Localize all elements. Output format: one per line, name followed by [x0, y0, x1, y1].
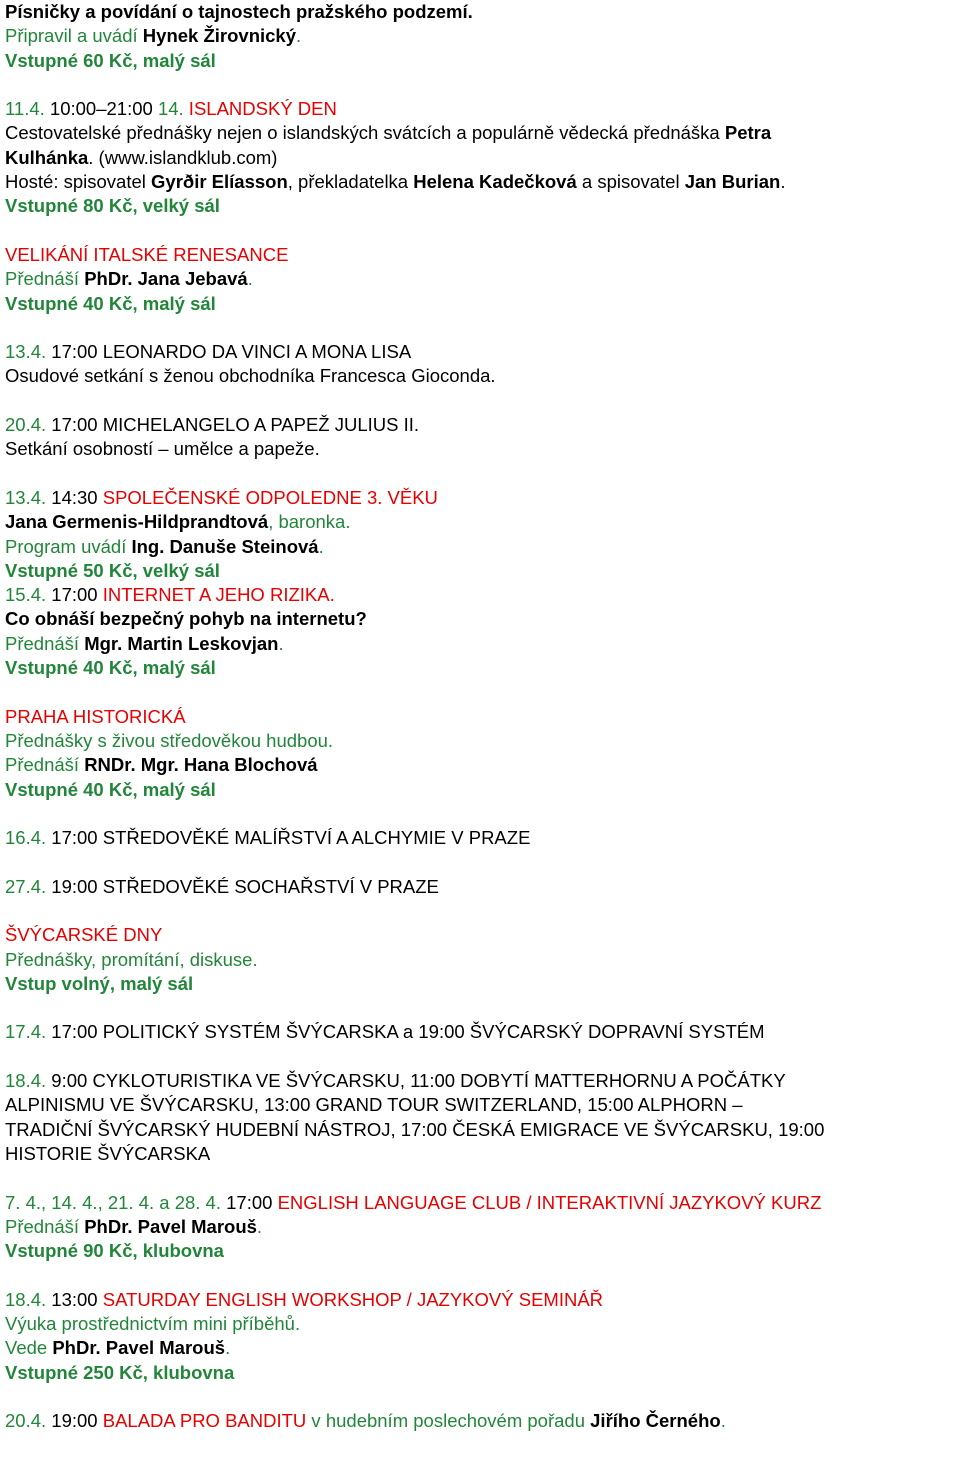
text-line	[5, 1093, 960, 1117]
text-segment: . (www.islandklub.com)	[88, 146, 278, 168]
text-segment: TRADIČNÍ ŠVÝCARSKÝ HUDEBNÍ NÁSTROJ, 17:00 ČESKÁ EMIGRACE VE ŠVÝCARSKU, 19:00	[5, 1118, 825, 1140]
text-segment: 19:00	[46, 1410, 103, 1432]
text-segment: Cestovatelské přednášky nejen o islandských svátcích a populárně vědecká přednáška	[5, 122, 725, 144]
blank-line	[5, 996, 960, 1020]
blank-line	[5, 73, 960, 97]
text-line	[5, 583, 960, 607]
text-line	[5, 340, 960, 364]
text-segment: 20.4.	[5, 414, 47, 436]
blank-line	[5, 850, 960, 874]
blank-line	[5, 1045, 960, 1069]
text-segment: Kulhánka	[5, 146, 89, 168]
text-segment: ISLANDSKÝ DEN	[183, 98, 337, 120]
text-segment: Vstupné 40 Kč, malý sál	[5, 778, 216, 800]
text-line	[5, 267, 960, 291]
text-segment: .	[278, 632, 284, 654]
text-segment: PhDr. Jana Jebavá	[84, 268, 248, 290]
text-segment: Přednášky, promítání, diskuse.	[5, 948, 258, 970]
text-segment: Vstupné 40 Kč, malý sál	[5, 292, 216, 314]
text-line	[5, 607, 960, 631]
text-segment: Vstupné 250 Kč, klubovna	[5, 1361, 235, 1383]
text-segment: 17.4.	[5, 1021, 47, 1043]
blank-line	[5, 316, 960, 340]
blank-line	[5, 462, 960, 486]
blank-line	[5, 389, 960, 413]
text-segment: Mgr. Martin Leskovjan	[84, 632, 279, 654]
text-line	[5, 49, 960, 73]
text-segment: 9:00 CYKLOTURISTIKA VE ŠVÝCARSKU, 11:00 DOBYTÍ MATTERHORNU A POČÁTKY	[46, 1070, 786, 1092]
text-line	[5, 778, 960, 802]
text-line	[5, 1409, 960, 1433]
text-line	[5, 923, 960, 947]
text-line	[5, 753, 960, 777]
text-segment: Hynek Žirovnický	[142, 25, 296, 47]
text-segment: ALPINISMU VE ŠVÝCARSKU, 13:00 GRAND TOUR SWITZERLAND, 15:00 ALPHORN –	[5, 1094, 743, 1116]
text-segment: 17:00 STŘEDOVĚKÉ MALÍŘSTVÍ A ALCHYMIE V PRAZE	[46, 827, 531, 849]
text-segment: .	[256, 1215, 263, 1237]
text-segment: RNDr. Mgr. Hana Blochová	[84, 754, 318, 776]
text-segment: 16.4.	[5, 827, 47, 849]
text-segment: Připravil a uvádí	[5, 25, 143, 47]
text-line	[5, 437, 960, 461]
text-line	[5, 656, 960, 680]
text-line	[5, 170, 960, 194]
text-segment: ENGLISH LANGUAGE CLUB / INTERAKTIVNÍ JAZYKOVÝ KURZ	[277, 1191, 822, 1213]
text-segment: Osudové setkání s ženou obchodníka Francesca Gioconda.	[5, 365, 496, 387]
text-segment: 13.4.	[5, 486, 47, 508]
text-segment: ŠVÝCARSKÉ DNY	[5, 924, 163, 946]
text-line	[5, 705, 960, 729]
text-segment: Přednášky s živou středověkou hudbou.	[5, 729, 334, 751]
text-line	[5, 194, 960, 218]
blank-line	[5, 802, 960, 826]
text-line	[5, 826, 960, 850]
text-line	[5, 1361, 960, 1385]
text-line	[5, 510, 960, 534]
text-segment: Vstupné 80 Kč, velký sál	[5, 195, 220, 217]
text-segment: Vstupné 90 Kč, klubovna	[5, 1240, 224, 1262]
blank-line	[5, 219, 960, 243]
text-segment: PhDr. Pavel Marouš	[52, 1337, 226, 1359]
text-segment: .	[225, 1337, 231, 1359]
text-segment: Program uvádí	[5, 535, 132, 557]
text-segment: Setkání osobností – umělce a papeže.	[5, 438, 320, 460]
text-line	[5, 292, 960, 316]
text-segment: 17:00	[220, 1191, 278, 1213]
text-segment: 14.	[157, 98, 184, 120]
text-segment: Vstupné 40 Kč, malý sál	[5, 657, 216, 679]
text-segment: SATURDAY ENGLISH WORKSHOP / JAZYKOVÝ SEMINÁŘ	[102, 1288, 604, 1310]
text-segment: Hosté: spisovatel	[5, 171, 152, 193]
text-segment: 17:00 LEONARDO DA VINCI A MONA LISA	[46, 341, 412, 363]
text-line	[5, 243, 960, 267]
text-segment: .	[780, 171, 786, 193]
text-segment: 14:30	[46, 486, 103, 508]
blank-line	[5, 1385, 960, 1409]
text-segment: 18.4.	[5, 1070, 47, 1092]
text-line	[5, 413, 960, 437]
text-segment: Vstup volný, malý sál	[5, 972, 194, 994]
text-segment: Gyrðir Elíasson	[151, 171, 288, 193]
text-segment: Ing. Danuše Steinová	[131, 535, 319, 557]
text-line	[5, 632, 960, 656]
blank-line	[5, 1166, 960, 1190]
text-segment: v hudebním poslechovém pořadu	[306, 1410, 591, 1432]
text-segment: 27.4.	[5, 875, 47, 897]
text-line	[5, 1191, 960, 1215]
text-segment: Co obnáší bezpečný pohyb na internetu?	[5, 608, 367, 630]
text-segment: , překladatelka	[287, 171, 414, 193]
text-segment: .	[720, 1410, 726, 1432]
text-line	[5, 875, 960, 899]
blank-line	[5, 899, 960, 923]
text-line	[5, 1069, 960, 1093]
text-segment: SPOLEČENSKÉ ODPOLEDNE 3. VĚKU	[102, 486, 438, 508]
text-line	[5, 0, 960, 24]
text-segment: Písničky a povídání o tajnostech pražského podzemí.	[5, 1, 473, 22]
text-segment: Přednáší	[5, 1215, 85, 1237]
text-line	[5, 24, 960, 48]
text-line	[5, 972, 960, 996]
text-line	[5, 97, 960, 121]
text-segment: 13.4.	[5, 341, 47, 363]
text-segment: 11.4.	[5, 98, 45, 120]
text-segment: .	[318, 535, 324, 557]
text-segment: 15.4.	[5, 584, 47, 606]
text-line	[5, 535, 960, 559]
text-segment: Vstupné 60 Kč, malý sál	[5, 49, 216, 71]
text-segment: PhDr. Pavel Marouš	[84, 1215, 257, 1237]
text-segment: 13:00	[46, 1288, 103, 1310]
text-segment: 18.4.	[5, 1288, 47, 1310]
text-line	[5, 729, 960, 753]
text-segment: BALADA PRO BANDITU	[102, 1410, 307, 1432]
blank-line	[5, 1263, 960, 1287]
text-segment: , baronka.	[268, 511, 351, 533]
text-line	[5, 1020, 960, 1044]
text-segment: Přednáší	[5, 754, 85, 776]
text-line	[5, 559, 960, 583]
text-line	[5, 1239, 960, 1263]
text-segment: a spisovatel	[576, 171, 685, 193]
text-line	[5, 1142, 960, 1166]
text-line	[5, 1215, 960, 1239]
text-segment: 17:00 MICHELANGELO A PAPEŽ JULIUS II.	[46, 414, 420, 436]
text-segment: 20.4.	[5, 1410, 47, 1432]
text-line	[5, 364, 960, 388]
text-segment: Jana Germenis-Hildprandtová	[5, 511, 269, 533]
text-segment: 17:00 POLITICKÝ SYSTÉM ŠVÝCARSKA a 19:00 ŠVÝCARSKÝ DOPRAVNÍ SYSTÉM	[46, 1021, 765, 1043]
text-segment: Přednáší	[5, 268, 85, 290]
text-segment: 7. 4., 14. 4., 21. 4. a 28. 4.	[5, 1191, 221, 1213]
text-line	[5, 948, 960, 972]
text-line	[5, 146, 960, 170]
text-segment: 10:00–21:00	[44, 98, 158, 120]
text-segment: Helena Kadečková	[413, 171, 577, 193]
text-segment: Vstupné 50 Kč, velký sál	[5, 559, 220, 581]
text-segment: PRAHA HISTORICKÁ	[5, 705, 186, 727]
text-segment: 19:00 STŘEDOVĚKÉ SOCHAŘSTVÍ V PRAZE	[46, 875, 439, 897]
text-segment: VELIKÁNÍ ITALSKÉ RENESANCE	[5, 243, 289, 265]
text-line	[5, 1336, 960, 1360]
text-segment: 17:00	[46, 584, 103, 606]
text-segment: Petra	[724, 122, 772, 144]
text-segment: Jan Burian	[684, 171, 781, 193]
text-segment: Vede	[5, 1337, 53, 1359]
text-segment: Jiřího Černého	[590, 1410, 721, 1432]
text-line	[5, 1312, 960, 1336]
text-segment: .	[296, 25, 302, 47]
text-segment: .	[247, 268, 253, 290]
text-line	[5, 1288, 960, 1312]
text-segment: Přednáší	[5, 632, 85, 654]
text-line	[5, 121, 960, 145]
text-segment: HISTORIE ŠVÝCARSKA	[5, 1142, 211, 1164]
text-segment: Výuka prostřednictvím mini příběhů.	[5, 1313, 301, 1335]
blank-line	[5, 680, 960, 704]
text-line	[5, 486, 960, 510]
text-segment: INTERNET A JEHO RIZIKA.	[102, 584, 335, 606]
text-line	[5, 1118, 960, 1142]
